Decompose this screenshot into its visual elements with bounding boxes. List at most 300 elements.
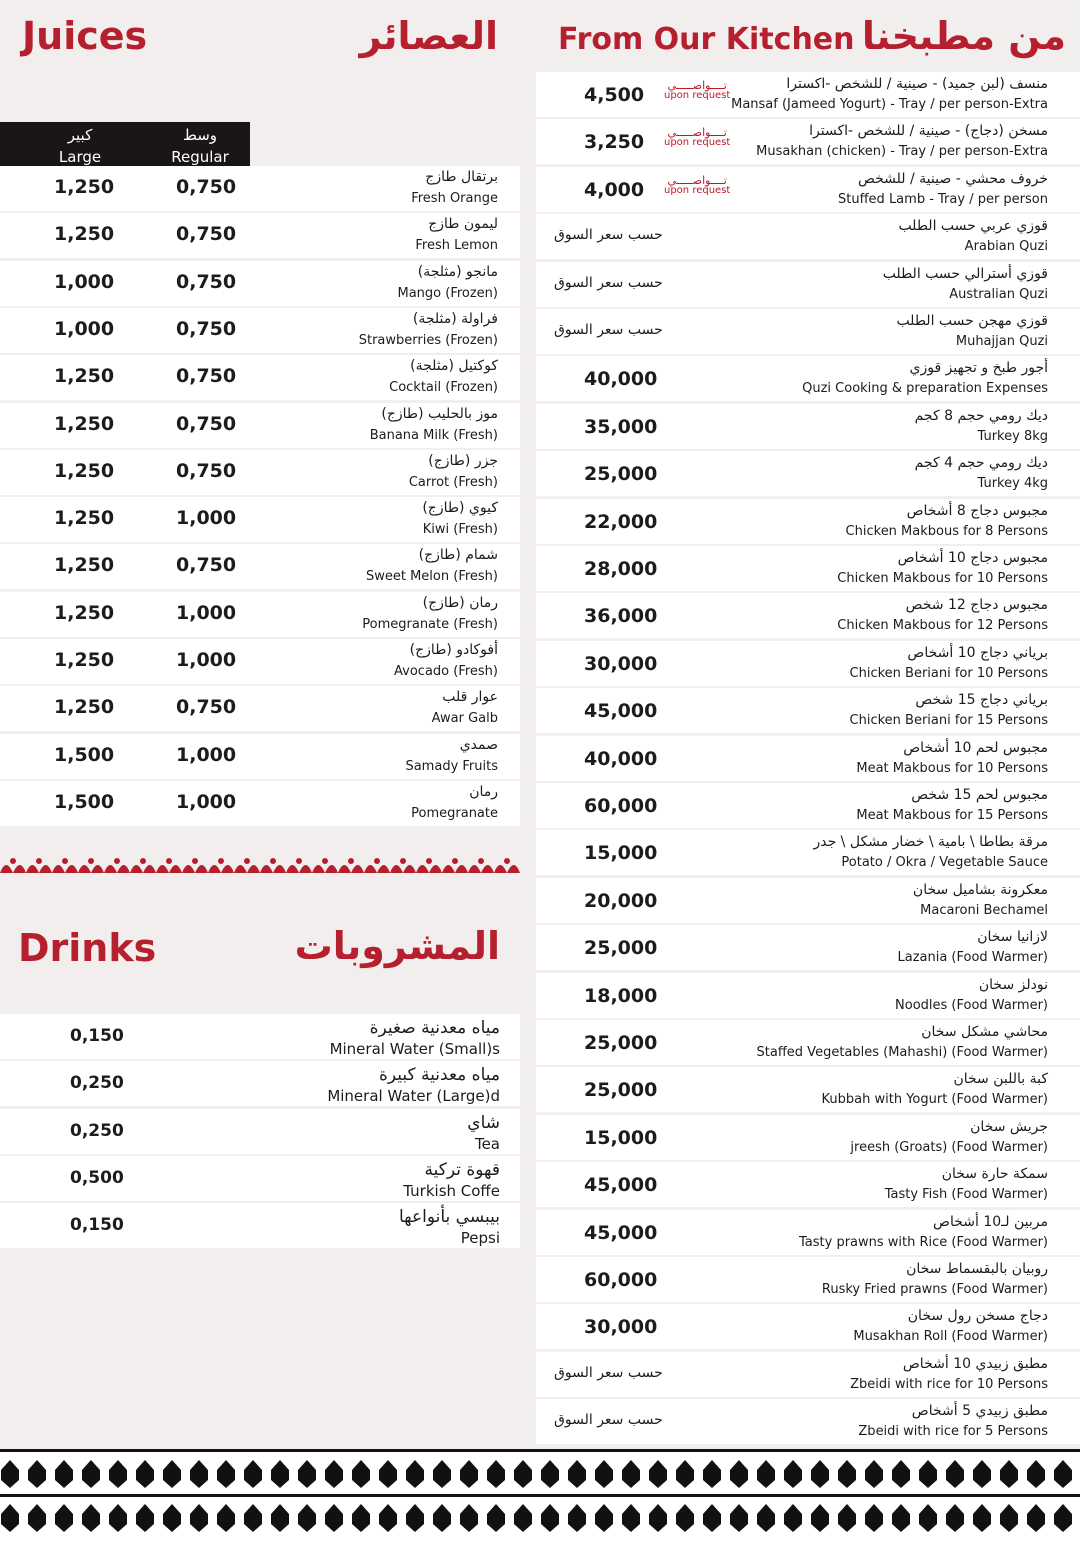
divider-motif [442,865,468,873]
border-motif [190,1504,208,1532]
border-motif [163,1504,181,1532]
kitchen-name-en: Stuffed Lamb - Tray / per person [838,191,1048,207]
kitchen-price: 25,000 [584,937,658,960]
kitchen-name-en: Chicken Beriani for 10 Persons [849,665,1048,681]
juice-row [0,355,520,400]
divider-dot [62,858,68,864]
juice-name-en: Cocktail (Frozen) [389,380,498,396]
divider-dot [166,858,172,864]
divider-dot [504,858,510,864]
kitchen-name-ar: قوزي مهجن حسب الطلب [896,313,1048,329]
divider-motif [156,865,182,873]
border-motif [1027,1504,1045,1532]
large-header-ar: كبير [67,126,93,144]
juice-price-large: 1,250 [54,649,115,671]
juice-row [0,166,520,211]
kitchen-name-ar: لازانيا سخان [977,929,1048,946]
juice-price-large: 1,250 [54,365,115,388]
drink-row [0,1156,520,1201]
juice-price-regular: 0,750 [176,270,237,293]
juice-name-en: Banana Milk (Fresh) [369,427,498,443]
kitchen-row [536,546,1080,591]
drink-row [0,1061,520,1106]
kitchen-name-ar: معكرونة بشاميل سخان [912,881,1048,898]
juice-price-regular: 1,000 [176,601,237,624]
border-motif [217,1460,235,1488]
border-motif [460,1460,478,1488]
juice-price-regular: 0,750 [176,365,237,388]
border-motif [325,1504,343,1532]
kitchen-name-ar: خروف محشي - صينية / للشخص [857,170,1048,187]
kitchen-row [536,1210,1080,1255]
kitchen-name-en: Tasty prawns with Rice (Food Warmer) [799,1234,1048,1250]
drink-name-ar: بيبسي بأنواعها [398,1207,500,1228]
market-price-label: حسب سعر السوق [554,322,663,338]
border-motif [892,1504,910,1532]
juice-price-regular: 0,750 [176,317,237,340]
border-motif [136,1460,154,1488]
kitchen-name-en: Tasty Fish (Food Warmer) [884,1187,1048,1203]
juice-name-ar: شمام (طازج) [418,547,498,564]
juice-price-large: 1,250 [54,554,115,577]
market-price-label: حسب سعر السوق [554,1364,663,1381]
border-motif [433,1504,451,1532]
juice-name-ar: جزر (طازج) [428,452,498,469]
kitchen-row [536,736,1080,781]
border-motif [703,1460,721,1488]
kitchen-row [536,309,1080,354]
kitchen-price: 45,000 [584,1221,658,1244]
kitchen-name-en: Chicken Makbous for 8 Persons [845,523,1048,539]
divider-motif [312,865,338,873]
kitchen-price: 20,000 [584,889,658,912]
border-motif [946,1504,964,1532]
kitchen-name-ar: محاشي مشكل سخان [921,1024,1048,1040]
juice-name-en: Pomegranate (Fresh) [362,616,498,632]
border-motif [622,1460,640,1488]
border-motif [811,1504,829,1532]
divider-motif [26,865,52,873]
border-motif [271,1460,289,1488]
kitchen-name-ar: مطبق زبيدي 10 أشخاص [902,1355,1048,1372]
juice-price-large: 1,500 [54,743,115,766]
kitchen-row [536,167,1080,212]
border-motif [676,1460,694,1488]
decorative-divider [0,851,520,881]
divider-motif [364,865,390,873]
divider-dot [114,858,120,864]
divider-dot [322,858,328,864]
kitchen-row [536,783,1080,828]
kitchen-row [536,830,1080,875]
divider-dot [374,858,380,864]
kitchen-name-ar: كبة باللبن سخان [953,1071,1048,1088]
divider-dot [36,858,42,864]
border-motif [649,1504,667,1532]
border-motif [487,1460,505,1488]
juice-row [0,308,520,353]
drink-name-en: Pepsi [460,1229,500,1248]
drink-name-en: Turkish Coffe [403,1181,500,1200]
divider-motif [234,865,260,873]
drink-name-en: Mineral Water (Small)s [329,1040,500,1058]
juice-name-ar: برتقال طازج [425,169,498,185]
juices-size-header [0,122,250,172]
divider-motif [78,865,104,873]
kitchen-price: 22,000 [584,510,658,533]
divider-dot [192,858,198,864]
kitchen-name-en: Arabian Quzi [964,239,1048,255]
upon-request-en: upon request [664,184,731,196]
kitchen-name-en: Muhajjan Quzi [955,334,1048,349]
border-motif [1054,1460,1072,1488]
juice-price-large: 1,250 [54,696,115,719]
border-motif [703,1504,721,1532]
divider-dot [452,858,458,864]
juice-name-en: Kiwi (Fresh) [422,522,498,538]
kitchen-name-ar: مجبوس دجاج 8 أشخاص [906,502,1048,519]
kitchen-name-ar: برياني دجاج 15 شخص [915,692,1048,709]
kitchen-name-ar: مجبوس لحم 10 أشخاص [903,739,1048,756]
kitchen-name-en: jreesh (Groats) (Food Warmer) [850,1139,1048,1155]
kitchen-name-ar: دجاج مسخن رول سخان [907,1308,1048,1325]
kitchen-name-ar: روبيان بالبقسماط سخان [906,1261,1048,1277]
large-header-en: Large [58,148,102,166]
kitchen-name-en: Australian Quzi [949,286,1048,302]
drinks-list [0,1014,520,1254]
kitchen-name-en: Kubbah with Yogurt (Food Warmer) [821,1092,1048,1108]
border-motif [406,1504,424,1532]
juice-name-ar: أفوكادو (طازج) [409,642,498,658]
kitchen-name-en: Noodles (Food Warmer) [895,997,1048,1013]
juice-name-ar: رمان (طازج) [422,594,498,611]
juice-row [0,781,520,826]
kitchen-name-en: Chicken Beriani for 15 Persons [849,713,1048,729]
divider-motif [468,865,494,873]
divider-motif [494,865,520,873]
border-motif [298,1460,316,1488]
divider-motif [52,865,78,873]
juice-row [0,403,520,448]
border-motif [433,1460,451,1488]
regular-header-ar: وسط [182,126,218,144]
upon-request-label [664,81,730,101]
juice-price-large: 1,250 [54,412,115,435]
border-motif [352,1460,370,1488]
divider-dot [270,858,276,864]
juice-price-large: 1,000 [54,317,115,340]
kitchen-list [536,72,1080,1448]
juice-name-en: Pomegranate [411,805,498,821]
kitchen-name-en: Rusky Fried prawns (Food Warmer) [821,1282,1048,1297]
kitchen-name-en: Musakhan (chicken) - Tray / per person-Extra [756,144,1048,160]
decorative-border [0,1449,1080,1542]
juice-price-large: 1,250 [54,507,115,530]
juice-name-ar: كيوي (طازج) [422,500,498,517]
border-motif [379,1504,397,1532]
market-price-label: حسب سعر السوق [554,227,663,244]
juice-row [0,497,520,542]
kitchen-row [536,119,1080,164]
border-motif [919,1504,937,1532]
market-price-label: حسب سعر السوق [554,1412,663,1429]
border-motif [784,1460,802,1488]
market-price-label: حسب سعر السوق [554,274,663,291]
juice-price-large: 1,500 [54,790,115,813]
kitchen-name-en: Staffed Vegetables (Mahashi) (Food Warmer) [756,1045,1048,1060]
border-motif [1,1504,19,1532]
border-motif [622,1504,640,1532]
border-motif [1000,1504,1018,1532]
kitchen-row [536,1067,1080,1112]
kitchen-price: 30,000 [584,1316,658,1339]
divider-dot [10,858,16,864]
border-motif [1,1460,19,1488]
drink-price: 0,150 [70,1026,124,1046]
juice-price-large: 1,250 [54,601,115,624]
kitchen-row [536,499,1080,544]
upon-request-label [664,128,730,148]
border-motif [514,1460,532,1488]
drink-name-ar: قهوة تركية [424,1159,500,1180]
border-motif [892,1460,910,1488]
regular-header-en: Regular [171,148,229,166]
border-motif [109,1460,127,1488]
border-motif [406,1460,424,1488]
kitchen-row [536,72,1080,117]
kitchen-row [536,1352,1080,1397]
kitchen-price: 15,000 [584,1126,658,1149]
kitchen-name-ar: مسخن (دجاج) - صينية / للشخص -اكسترا [809,123,1048,140]
kitchen-price: 18,000 [584,984,658,1007]
kitchen-name-en: Turkey 4kg [977,476,1048,492]
juice-price-regular: 1,000 [176,790,237,813]
border-motif [973,1460,991,1488]
upon-request-en: upon request [664,90,731,101]
kitchen-price: 30,000 [584,652,658,675]
border-motif [460,1504,478,1532]
border-motif [676,1504,694,1532]
juice-name-ar: فراولة (مثلجة) [412,310,498,327]
kitchen-name-ar: مرقة بطاطا \ بامية \ خضار مشكل \ جدر [813,834,1048,851]
border-motif [649,1460,667,1488]
divider-motif [260,865,286,873]
kitchen-name-en: Meat Makbous for 10 Persons [856,760,1048,776]
border-motif [730,1504,748,1532]
kitchen-row [536,1399,1080,1444]
divider-motif [182,865,208,873]
kitchen-name-ar: قوزي أسترالي حسب الطلب [882,265,1048,282]
kitchen-name-ar: سمكة حارة سخان [941,1166,1048,1183]
kitchen-row [536,451,1080,496]
border-motif [1027,1460,1045,1488]
kitchen-name-ar: مجبوس لحم 15 شخص [911,787,1048,803]
kitchen-row [536,262,1080,307]
border-motif [163,1460,181,1488]
juice-price-regular: 0,750 [176,554,237,577]
kitchen-row [536,641,1080,686]
kitchen-name-ar: برياني دجاج 10 أشخاص [907,644,1048,661]
border-motif [82,1504,100,1532]
border-motif [109,1504,127,1532]
drink-name-ar: مياه معدنية صغيرة [369,1018,500,1038]
kitchen-name-en: Zbeidi with rice for 5 Persons [858,1424,1048,1440]
juice-name-ar: صمدي [459,736,498,753]
divider-dot [218,858,224,864]
drinks-title-en: Drinks [18,926,157,970]
kitchen-price: 60,000 [584,1269,658,1291]
divider-motif [286,865,312,873]
juice-price-large: 1,250 [54,223,115,246]
juice-row [0,213,520,258]
border-motif [514,1504,532,1532]
juice-price-large: 1,250 [54,459,115,482]
border-motif [865,1460,883,1488]
kitchen-row [536,1162,1080,1207]
kitchen-name-ar: جريش سخان [970,1118,1048,1135]
kitchen-row [536,973,1080,1018]
divider-dot [426,858,432,864]
divider-dot [478,858,484,864]
juice-name-ar: موز بالحليب (طازج) [381,405,498,422]
border-motif [1000,1460,1018,1488]
kitchen-row [536,404,1080,449]
kitchen-name-ar: ديك رومي حجم 4 كجم [914,455,1048,472]
juice-price-large: 1,250 [54,176,115,198]
juice-name-ar: رمان [469,783,498,800]
juice-price-regular: 0,750 [176,176,237,198]
kitchen-price: 25,000 [584,463,658,486]
kitchen-row [536,1115,1080,1160]
divider-motif [130,865,156,873]
juice-name-ar: كوكتيل (مثلجة) [410,358,498,375]
divider-motif [390,865,416,873]
kitchen-price: 35,000 [584,415,658,438]
juices-list [0,166,520,828]
juice-name-en: Samady Fruits [405,758,498,774]
kitchen-price: 3,250 [584,131,645,154]
drink-row [0,1109,520,1154]
kitchen-name-ar: ديك رومي حجم 8 كجم [914,407,1048,424]
kitchen-row [536,1304,1080,1349]
drink-price: 0,150 [70,1215,124,1236]
juice-row [0,734,520,779]
kitchen-name-ar: مطبق زبيدي 5 أشخاص [911,1403,1048,1420]
kitchen-name-en: Meat Makbous for 15 Persons [856,808,1048,823]
border-motif [136,1504,154,1532]
upon-request-ar: تــــواصـــــي [667,79,727,92]
kitchen-price: 25,000 [584,1032,658,1054]
kitchen-name-en: Turkey 8kg [977,428,1048,444]
kitchen-price: 4,500 [584,84,645,106]
juice-name-ar: عوار قلب [442,689,498,706]
juice-name-en: Awar Galb [431,711,498,727]
border-motif [298,1504,316,1532]
juices-title-ar: العصائر [359,14,498,58]
divider-motif [208,865,234,873]
juice-name-en: Fresh Lemon [415,238,498,254]
kitchen-price: 60,000 [584,795,658,817]
divider-motif [416,865,442,873]
border-motif [568,1504,586,1532]
border-motif [244,1460,262,1488]
border-motif [811,1460,829,1488]
drink-name-en: Mineral Water (Large)d [327,1087,500,1106]
border-line [0,1494,1080,1497]
kitchen-name-en: Chicken Makbous for 10 Persons [837,571,1048,586]
border-motif [325,1460,343,1488]
border-motif [541,1504,559,1532]
kitchen-title-ar: من مطبخنا [861,14,1066,58]
border-motif [352,1504,370,1532]
juice-price-large: 1,000 [54,270,115,293]
kitchen-name-ar: منسف (لبن جميد) - صينية / للشخص -اكسترا [786,76,1048,92]
divider-motif [104,865,130,873]
border-motif [1054,1504,1072,1532]
juice-price-regular: 1,000 [176,649,237,671]
border-motif [568,1460,586,1488]
juice-name-en: Strawberries (Frozen) [358,332,498,348]
divider-dot [400,858,406,864]
kitchen-name-en: Zbeidi with rice for 10 Persons [850,1376,1048,1392]
kitchen-name-en: Lazania (Food Warmer) [897,950,1048,966]
border-motif [730,1460,748,1488]
kitchen-name-ar: مربين لـ10 أشخاص [933,1213,1048,1230]
upon-request-ar: تــــواصـــــي [667,173,727,187]
kitchen-row [536,878,1080,923]
kitchen-price: 40,000 [584,747,658,770]
juice-name-ar: ليمون طازج [428,216,498,233]
border-motif [487,1504,505,1532]
kitchen-row [536,1020,1080,1065]
border-motif [28,1460,46,1488]
kitchen-price: 28,000 [584,558,658,580]
juice-name-en: Fresh Orange [411,191,498,206]
border-motif [973,1504,991,1532]
drink-row [0,1014,520,1059]
border-motif [838,1460,856,1488]
kitchen-price: 40,000 [584,368,658,391]
border-motif [244,1504,262,1532]
juice-row [0,592,520,637]
divider-dot [244,858,250,864]
divider-dot [296,858,302,864]
juice-row [0,261,520,306]
juice-row [0,639,520,684]
juice-name-en: Avocado (Fresh) [394,664,498,679]
kitchen-name-ar: قوزي عربي حسب الطلب [898,218,1048,235]
juice-price-regular: 0,750 [176,459,237,482]
border-motif [865,1504,883,1532]
drink-price: 0,500 [70,1167,124,1188]
juice-price-regular: 0,750 [176,223,237,246]
juice-name-en: Carrot (Fresh) [408,474,498,490]
kitchen-name-en: Macaroni Bechamel [920,902,1048,918]
kitchen-row [536,356,1080,401]
juice-price-regular: 0,750 [176,412,237,435]
border-motif [919,1460,937,1488]
divider-dot [88,858,94,864]
kitchen-name-en: Mansaf (Jameed Yogurt) - Tray / per person-Extra [731,97,1048,112]
kitchen-name-en: Potato / Okra / Vegetable Sauce [841,855,1048,871]
kitchen-name-ar: مجبوس دجاج 12 شخص [905,597,1048,614]
juice-price-regular: 0,750 [176,696,237,719]
upon-request-en: upon request [664,137,731,149]
border-motif [757,1504,775,1532]
kitchen-price: 4,000 [584,178,645,201]
kitchen-name-en: Quzi Cooking & preparation Expenses [802,381,1048,397]
kitchen-row [536,688,1080,733]
